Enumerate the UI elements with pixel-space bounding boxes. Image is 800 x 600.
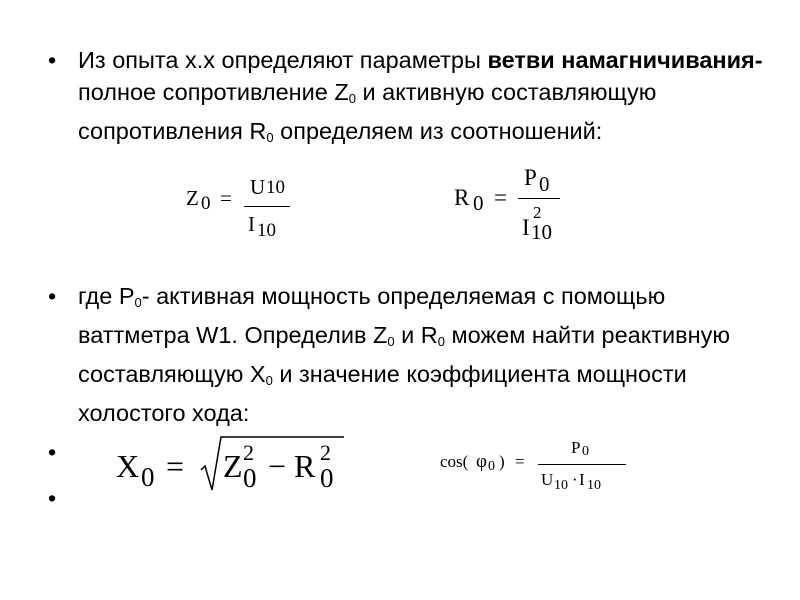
formula-x0: X 0 = Z 2 0 − R 2 0 (116, 432, 356, 504)
bold-term: ветви намагничивания- (487, 47, 763, 73)
fraction-bar (244, 206, 290, 207)
formula-r0: R 0 = P 0 I 2 10 (454, 165, 574, 250)
bullet-point: • (48, 439, 57, 465)
bullet-point: • (48, 47, 57, 73)
formula-power-factor: cos( φ 0 ) = P 0 U 10 · I 10 (440, 438, 640, 500)
paragraph-text: где $P_0-$ активная мощность определяемая с помощью ваттметра W1. Определив $Z_0$ и $R_0$ можем найти реактивную составляющую $X_0$ и значение коэффициента мощности холостого хода: (78, 283, 730, 426)
fraction: P 0 I 2 10 (518, 165, 560, 247)
paragraph-text: Из опыта х.х определяют параметры ветви намагничивания- полное сопротивление $Z_0$ и активную составляющую сопротивления $R_0$ определяем из соотношений: (78, 47, 763, 145)
fraction: U 10 I 10 (244, 175, 290, 249)
formula-z0: Z 0 = U 10 I 10 (186, 175, 306, 255)
fraction: P 0 U 10 · I 10 (538, 438, 626, 498)
bullet-point: • (48, 485, 57, 511)
bullet-point: • (48, 283, 57, 309)
fraction-bar (518, 198, 560, 199)
fraction-bar (538, 464, 626, 465)
